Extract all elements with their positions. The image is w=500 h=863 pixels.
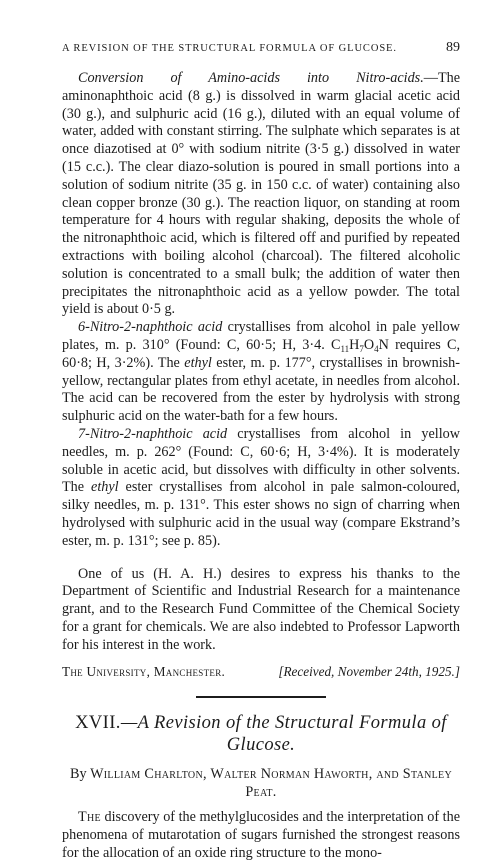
by-label: By — [70, 766, 91, 783]
paragraph-text: ester, m. p. 177°, crystallises in brownish-yellow, rectangular plates from ethyl acetate, in needles from alcohol. The acid can be recovered from the ester by hydrolysis with strong sulphuric acid on the water-bath for a few hours. — [62, 354, 460, 425]
compound-name: 7-Nitro-2-naphthoic acid — [78, 425, 228, 442]
article-number: XVII. — [75, 713, 121, 734]
article-first-paragraph — [62, 809, 460, 862]
page-header — [62, 40, 460, 56]
paragraph-text: O — [363, 336, 375, 353]
page-number: 89 — [446, 40, 460, 55]
affiliation: The University, Manchester. — [62, 663, 226, 679]
paragraph-text: crystallises from alcohol in pale yellow plates, m. p. 310° (Found: C, 60·5; H, 3·4. C — [62, 319, 460, 353]
paragraph-text: N requires C, 60·8; H, 3·2%). The — [62, 336, 461, 371]
author-names: William Charlton, Walter Norman Haworth, and Stanley Peat. — [90, 766, 452, 801]
section-divider — [196, 696, 326, 698]
conversion-paragraph — [62, 70, 460, 319]
paragraph-text: ester crystallises from alcohol in pale salmon-coloured, silky needles, m. p. 131°. This ester shows no sign of charring when hydrolysed with sulphuric acid in the usual way (compare Ekstrand’s ester, m. p. 131°; see p. 85). — [62, 479, 460, 549]
body-text — [62, 70, 460, 863]
formula-subscript: 7 — [359, 343, 364, 354]
received-date: [Received, November 24th, 1925.] — [278, 663, 460, 679]
affiliation-line — [62, 663, 460, 681]
paragraph-text: H — [349, 336, 360, 353]
first-word: The — [78, 809, 101, 826]
ethyl-italic: ethyl — [91, 479, 119, 496]
paragraph-text: crystallises from alcohol in yellow needles, m. p. 262° (Found: C, 60·6; H, 3·4%). It is moderately soluble in acetic acid, but dissolves with difficulty in other solvents. The — [62, 425, 461, 496]
article-title-text: —A Revision of the Structural Formula of Glucose. — [120, 713, 447, 756]
formula-subscript: 4 — [374, 343, 379, 354]
conversion-text: —The aminonaphthoic acid (8 g.) is dissolved in warm glacial acetic acid (30 g.), and sulphuric acid (16 g.), diluted with an equal volume of water, added with constant stirring. The sulphate which separates is at once diazotised at 0° with sodium nitrite (3·5 g.) dissolved in water (15 c.c.). The clear diazo-solution is poured in small portions into a solution of sodium nitrite (35 g. in 150 c.c. of water) containing also clean copper bronze (30 g.). The reaction liquor, on standing at room temperature for 4 hours with regular shaking, deposits the whole of the nitronaphthoic acid, which is filtered off and purified by repeated extractions with boiling alcohol (charcoal). The filtered alcoholic solution is concentrated to a small bulk; the addition of water then precipitates the nitronaphthoic acid as a yellow powder. The total yield is about 0·5 g. — [62, 70, 460, 318]
running-head: A REVISION OF THE STRUCTURAL FORMULA OF GLUCOSE. — [62, 43, 397, 54]
author-line — [62, 765, 460, 801]
formula-subscript: 11 — [340, 343, 350, 354]
nitro-6-paragraph — [62, 319, 460, 426]
acknowledgement-paragraph: One of us (H. A. H.) desires to express his thanks to the Department of Scientific and Industrial Research for a maintenance grant, and to the Research Fund Committee of the Chemical Society for a grant for chemicals. We are also indebted to Professor Lapworth for his interest in the work. — [62, 565, 460, 653]
paragraph-text: discovery of the methylglucosides and the interpretation of the phenomena of mutarotation of sugars furnished the strongest reasons for the allocation of an oxide ring structure to the mono- — [62, 809, 460, 861]
section-heading: Conversion of Amino-acids into Nitro-acids. — [78, 70, 424, 86]
ethyl-italic: ethyl — [184, 354, 212, 371]
compound-name: 6-Nitro-2-naphthoic acid — [78, 319, 223, 336]
nitro-7-paragraph — [62, 426, 460, 551]
article-title — [62, 712, 460, 756]
